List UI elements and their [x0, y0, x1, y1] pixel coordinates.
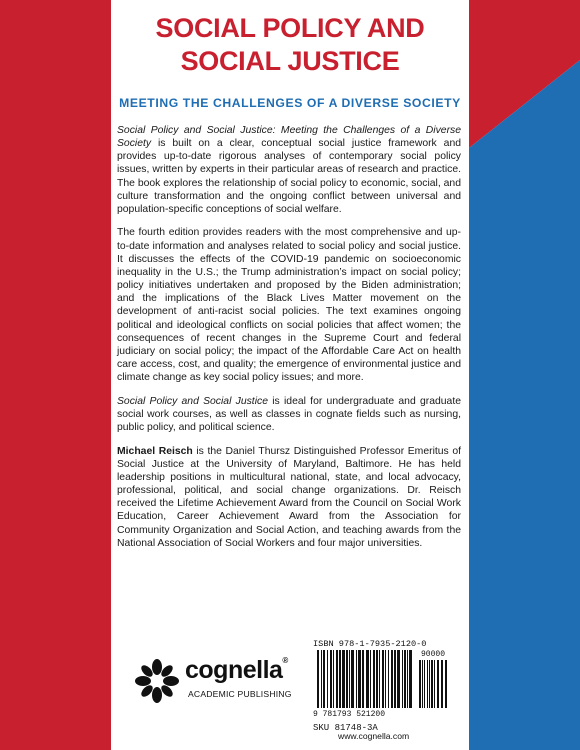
publisher-subtitle: ACADEMIC PUBLISHING: [188, 689, 292, 699]
isbn-barcode: [313, 639, 449, 737]
barcode-bars: [313, 650, 449, 712]
paragraph-fourth-edition: The fourth edition provides readers with the most comprehensive and up-to-date information and analyses related to social policy and social justice. It discusses the effects of the COVID-19 pandemic on socioeconomic inequality in the U.S.; the Trump administration’s impact on social policy; policy initiatives undertaken and proposed by the Biden administration; and the implications of the Black Lives Matter movement on the development of anti-racist social policies. The text examines ongoing political and ideological conflicts on social policies that affect women; the consequences of recent changes in the Supreme Court and federal judiciary on social policy; the impact of the Affordable Care Act on health care access, cost, and quality; the emergence of environmental justice and climate change as key social policy issues; and more.: [117, 227, 461, 384]
publisher-name-text: cognella: [185, 656, 283, 684]
author-name: Michael Reisch: [117, 445, 193, 457]
book-title-italic: Social Policy and Social Justice: [117, 395, 268, 407]
price-addon: 90000: [421, 650, 446, 659]
publisher-logo: [134, 656, 304, 706]
isbn-text: ISBN 978-1-7935-2120-0: [313, 639, 427, 649]
paragraph-author-bio: [117, 445, 461, 550]
barcode-number: 9 781793 521200: [313, 710, 386, 719]
book-title-italic: Social Policy and Social Justice: Meeting the Challenges of a Diverse Society: [117, 125, 461, 150]
book-title: [111, 12, 469, 78]
isbn-row: [313, 639, 426, 649]
paragraph-3-text: is ideal for undergraduate and graduate social work courses, as well as classes in cognate fields such as nursing, public policy, and political science.: [117, 395, 461, 434]
paragraph-1-text: is built on a clear, conceptual social justice framework and provides up-to-date rigorous analyses of contemporary social policy issues, written by experts in their particular areas of research and practice. The book explores the relationship of social policy to economic, social, and culture transformation and the ongoing conflict between universal and population-specific conceptions of social welfare.: [117, 138, 461, 215]
paragraph-audience: [117, 395, 461, 434]
cognella-mark-icon: [134, 658, 180, 704]
title-line-1: SOCIAL POLICY AND: [155, 13, 425, 43]
publisher-name: [185, 656, 288, 685]
registered-mark: ®: [282, 656, 288, 665]
paragraph-description: [117, 124, 461, 216]
sku-text: SKU 81748-3A: [313, 723, 378, 733]
back-cover-text: [117, 124, 461, 560]
author-bio-text: is the Daniel Thursz Distinguished Professor Emeritus of Social Justice at the University of Maryland, Baltimore. He has held leadership positions in multicultural national, state, and local advocacy, professional, political, and social change organizations. Dr. Reisch received the Lifetime Achievement Award from the Council on Social Work Education, Career Achievement Award from the Association for Community Organization and Social Action, and teaching awards from the National Association of Social Workers and four major universities.: [117, 445, 461, 549]
title-line-2: SOCIAL JUSTICE: [180, 46, 400, 76]
book-subtitle: MEETING THE CHALLENGES OF A DIVERSE SOCIETY: [119, 96, 461, 110]
publisher-url: www.cognella.com: [338, 731, 410, 741]
